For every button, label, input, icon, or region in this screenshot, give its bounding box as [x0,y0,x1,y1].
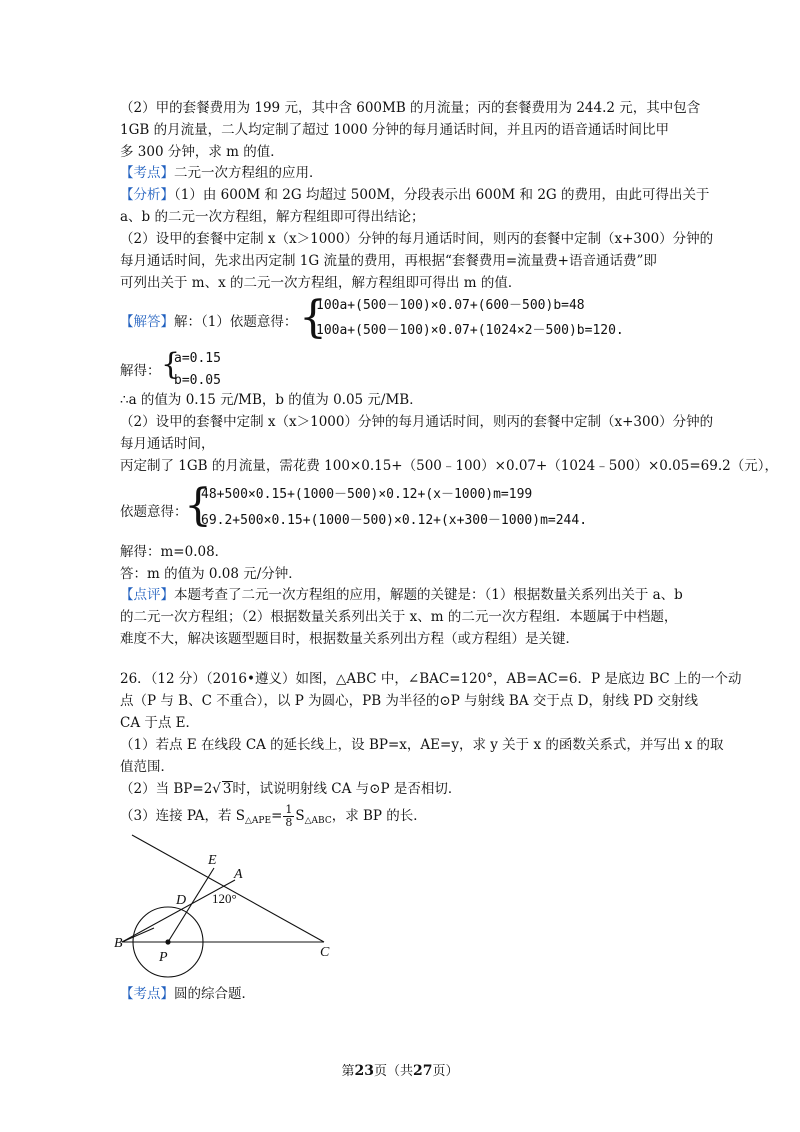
q26-line1: 26．（12 分）（2016•遵义）如图，△ABC 中，∠BAC=120°，AB=AC=6．P 是底边 BC 上的一个动 [120,671,742,687]
dianping-line2: 的二元一次方程组；（2）根据数量关系列出关于 x、m 的二元一次方程组．本题属于中档题， [120,609,678,625]
segment-BA-line [122,880,235,942]
solution-b: b=0.05 [174,373,221,388]
jieda-line [120,313,297,331]
area-symbol: S [295,808,305,824]
q26-part3-text-end: ，求 BP 的长． [331,808,427,824]
page-footer [0,1060,800,1079]
footer-middle: 页（共 [373,1064,413,1079]
jiede-label: 解得： [120,363,161,379]
q26-line4: （1）若点 E 在线段 CA 的延长线上，设 BP=x，AE=y，求 y 关于 x 的函数关系式，并写出 x 的取 [120,737,724,753]
q25-part2-line2: 1GB 的月流量，二人均定制了超过 1000 分钟的每月通话时间，并且丙的语音通话时间比甲 [120,122,670,138]
q26-part3-text: （3）连接 PA，若 S [120,808,246,824]
equation-2b: 69.2+500×0.15+(1000－500)×0.12+(x+300－1000)m=244. [201,513,588,528]
label-B: B [114,936,123,951]
angle-120-label: 120° [212,891,237,906]
label-P: P [159,950,168,965]
q25-part2-line3: 多 300 分钟，求 m 的值． [120,144,284,160]
dianping-line1 [120,586,683,604]
equation-brace-1: { [299,292,327,343]
equation-1b: 100a+(500－100)×0.07+(1024×2－500)b=120. [316,323,624,338]
jieda-tag: 【解答】 [120,314,174,330]
q26-part2-text-end: 时，试说明射线 CA 与⊙P 是否相切． [232,781,462,797]
q26-line2: 点（P 与 B、C 不重合），以 P 为圆心，PB 为半径的⊙P 与射线 BA 交于点 D，射线 PD 交射线 [120,693,698,709]
label-E: E [208,853,217,868]
fenxi-text1: （1）由 600M 和 2G 均超过 500M，分段表示出 600M 和 2G 的费用，由此可得出关于 [174,187,710,203]
footer-prefix: 第 [341,1064,355,1079]
part2-line2: 每月通话时间， [120,436,215,452]
q26-line7 [120,804,427,830]
dianping-tag: 【点评】 [120,587,174,603]
dianping-line3: 难度不大，解决该题型题目时，根据数量关系列出方程（或方程组）是关键． [120,631,579,647]
q26-line5: 值范围． [120,759,174,775]
fenxi-line3: （2）设甲的套餐中定制 x（x＞1000）分钟的每月通话时间，则丙的套餐中定制（x+300）分钟的 [120,231,714,247]
part2-line1: （2）设甲的套餐中定制 x（x＞1000）分钟的每月通话时间，则丙的套餐中定制（x+300）分钟的 [120,414,714,430]
dianping-text1: 本题考查了二元一次方程组的应用，解题的关键是：（1）根据数量关系列出关于 a、b [174,587,683,603]
fraction-one-eighth [283,804,294,829]
fraction-denominator: 8 [285,816,293,829]
current-page-number: 23 [354,1063,374,1079]
footer-suffix: 页） [432,1064,459,1079]
kaodian2-line [120,985,255,1003]
kaodian2-text: 圆的综合题． [174,986,255,1002]
kaodian-text: 二元一次方程组的应用． [174,165,323,181]
fenxi-line2: a、b 的二元一次方程组，解方程组即可得出结论； [120,209,425,225]
segment-PE-line [168,868,214,942]
q26-line3: CA 于点 E． [120,715,200,731]
yiti-label: 依题意得： [120,504,188,520]
fenxi-tag: 【分析】 [120,187,174,203]
q26-part2-text: （2）当 BP=2 [120,781,213,797]
part2-line3: 丙定制了 1GB 的月流量，需花费 100×0.15+（500﹣100）×0.07+（1024﹣500）×0.05=69.2（元）， [120,458,778,474]
fenxi-line4: 每月通话时间，先求出丙定制 1G 流量的费用，再根据“套餐费用=流量费+语音通话费”即 [120,253,657,269]
kaodian2-tag: 【考点】 [120,986,174,1002]
jiede2-line: 解得：m=0.08． [120,544,229,560]
kaodian-tag: 【考点】 [120,165,174,181]
fenxi-line1 [120,186,709,204]
label-A: A [234,867,243,882]
ray-CA-line [132,835,324,942]
subscript-abc: △ABC [304,816,332,826]
kaodian-line [120,164,323,182]
equals-sign: = [271,808,283,824]
solution-brace: { [161,347,181,382]
fenxi-line5: 可列出关于 m、x 的二元一次方程组，解方程组即可得出 m 的值． [120,275,522,291]
point-P-dot [165,939,170,944]
jieda-text: 解：（1）依题意得： [174,314,298,330]
q25-part2-line1: （2）甲的套餐费用为 199 元，其中含 600MB 的月流量；丙的套餐费用为 244.2 元，其中包含 [120,100,701,116]
q26-line6: （2）当 BP=2√ 3时，试说明射线 CA 与⊙P 是否相切． [120,781,462,797]
fraction-numerator: 1 [285,803,293,816]
equation-brace-2: { [184,480,212,531]
equation-1a: 100a+(500－100)×0.07+(600－500)b=48 [316,298,585,313]
answer-line: 答：m 的值为 0.08 元/分钟． [120,566,302,582]
label-C: C [320,945,330,960]
therefore-line: ∴a 的值为 0.15 元/MB，b 的值为 0.05 元/MB． [120,392,423,408]
label-D: D [176,893,187,908]
subscript-ape: △APE [245,816,272,826]
geometry-figure [112,830,352,980]
total-page-number: 27 [413,1063,433,1079]
equation-2a: 48+500×0.15+(1000－500)×0.12+(x－1000)m=199 [201,487,533,502]
sqrt-radicand: 3 [222,781,232,797]
solution-a: a=0.15 [174,351,221,366]
